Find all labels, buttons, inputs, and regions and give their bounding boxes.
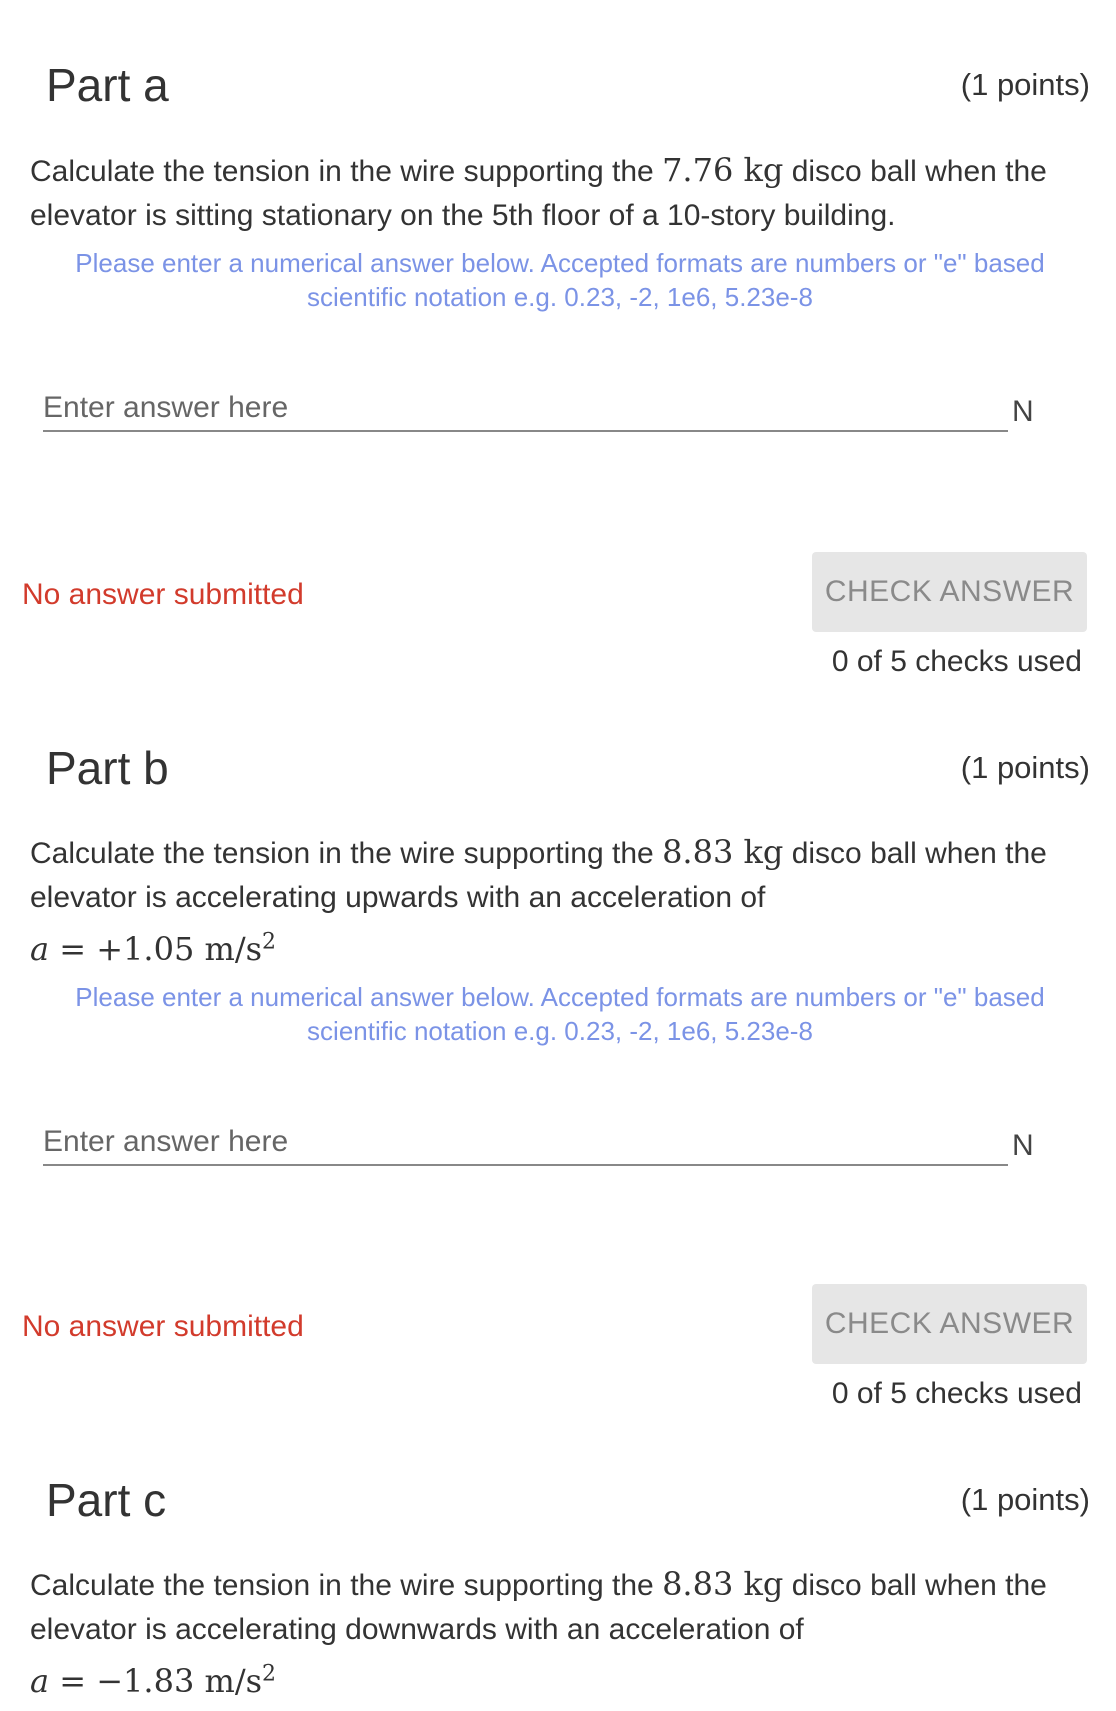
question-pre: Calculate the tension in the wire supporting the <box>30 1569 663 1602</box>
question-post: disco ball when the elevator is accelerating upwards with an acceleration of <box>30 837 1047 914</box>
answer-input[interactable] <box>43 1120 1008 1166</box>
part-points: (1 points) <box>960 1482 1090 1517</box>
submission-status: No answer submitted <box>22 578 304 611</box>
format-hint: Please enter a numerical answer below. Accepted formats are numbers or "e" based scientific notation e.g. 0.23, -2, 1e6, 5.23e-8 <box>75 982 1045 1046</box>
part-points: (1 points) <box>960 750 1090 785</box>
question-text <box>30 148 1070 238</box>
question-post: disco ball when the elevator is accelerating downwards with an acceleration of <box>30 1569 1047 1646</box>
acceleration-expression: a = −1.83 $m/s^2$ <box>30 1661 277 1700</box>
format-hint: Please enter a numerical answer below. Accepted formats are numbers or "e" based scientific notation e.g. 0.23, -2, 1e6, 5.23e-8 <box>75 248 1045 312</box>
part-header <box>0 55 1116 115</box>
checks-used-counter: 0 of 5 checks used <box>831 1377 1082 1410</box>
answer-field <box>43 386 1008 434</box>
mass-value: 7.76 kg <box>662 151 784 189</box>
answer-input[interactable] <box>43 386 1008 432</box>
question-pre: Calculate the tension in the wire supporting the <box>30 837 663 870</box>
submission-status: No answer submitted <box>22 1310 304 1343</box>
answer-unit: N <box>1012 1129 1034 1162</box>
mass-value: 8.83 kg <box>662 833 784 871</box>
acceleration-expression: a = +1.05 $m/s^2$ <box>30 929 277 968</box>
part-points: (1 points) <box>960 67 1090 102</box>
check-answer-button[interactable]: CHECK ANSWER <box>812 552 1087 632</box>
answer-field <box>43 1120 1008 1168</box>
question-text <box>30 1562 1070 1705</box>
question-text <box>30 830 1070 973</box>
part-title: Part b <box>46 742 169 794</box>
check-answer-button[interactable]: CHECK ANSWER <box>812 1284 1087 1364</box>
question-pre: Calculate the tension in the wire supporting the <box>30 155 663 188</box>
checks-used-counter: 0 of 5 checks used <box>831 645 1082 678</box>
part-title: Part c <box>46 1474 167 1526</box>
part-title: Part a <box>46 59 169 111</box>
mass-value: 8.83 kg <box>662 1565 784 1603</box>
part-header <box>0 738 1116 798</box>
part-header <box>0 1470 1116 1530</box>
answer-unit: N <box>1012 395 1034 428</box>
question-post: disco ball when the elevator is sitting stationary on the 5th floor of a 10-story building. <box>30 155 1047 232</box>
